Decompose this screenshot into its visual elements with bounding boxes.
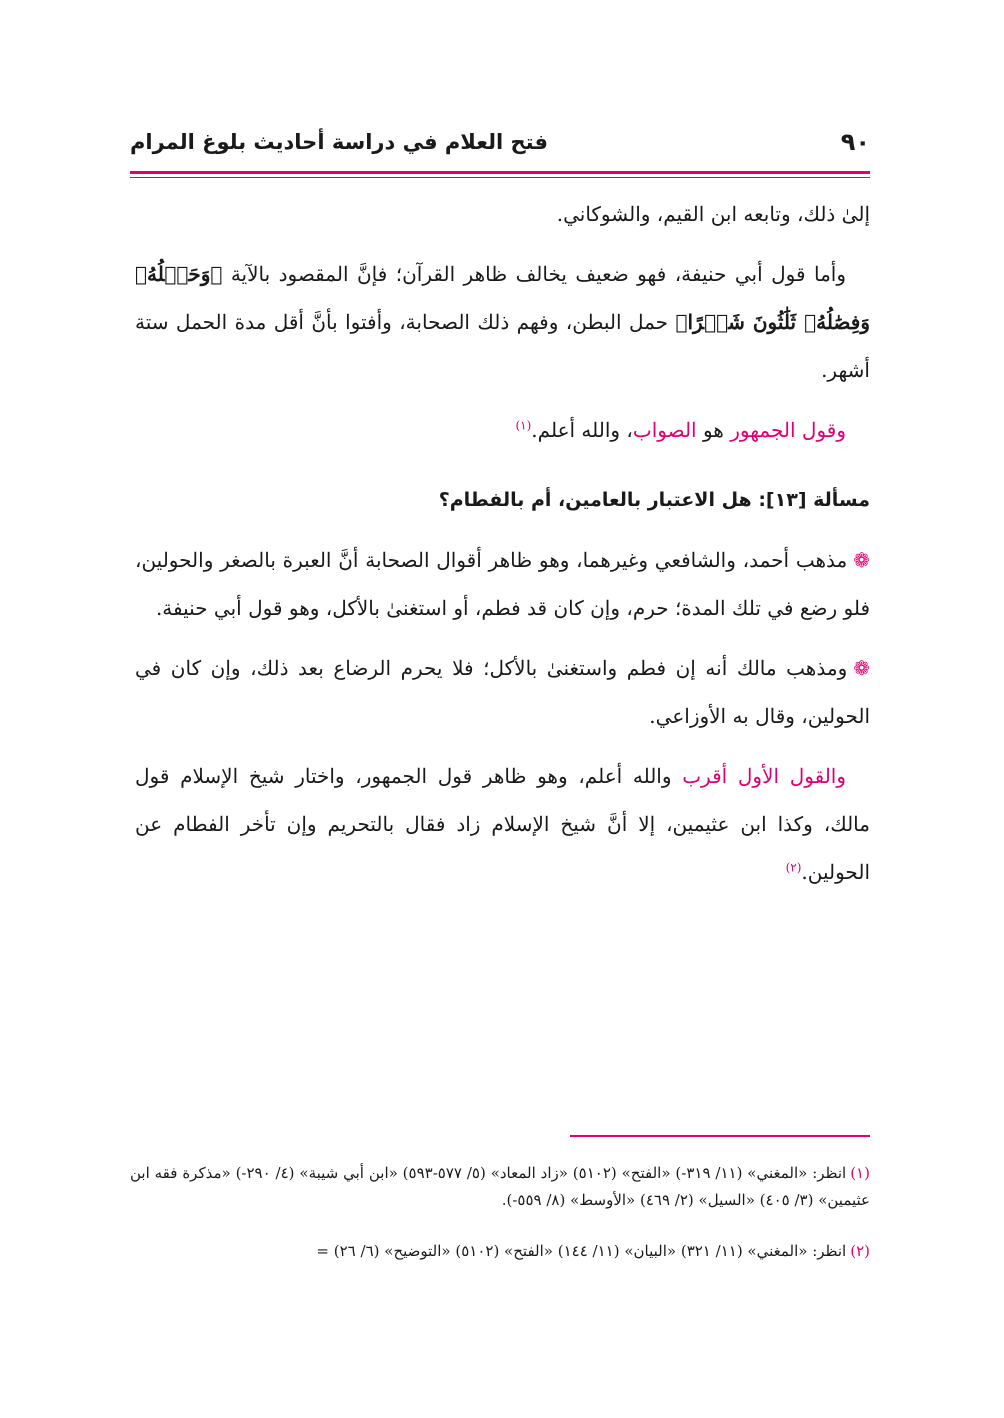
paragraph-1: إلىٰ ذلك، وتابعه ابن القيم، والشوكاني. <box>556 202 870 226</box>
footnote-1 <box>130 1160 870 1214</box>
conclusion-2-text: والله أعلم، وهو ظاهر قول الجمهور، واختار شيخ الإسلام قول مالك، وكذا ابن عثيمين، إلا أنَّ شيخ الإسلام زاد فقال بالتحريم وإن تأخر الفطام عن الحولين. <box>135 764 870 884</box>
flower-bullet-icon: ❁ <box>853 548 870 572</box>
footnote-ref-1[interactable]: (١) <box>515 418 532 433</box>
issue-heading: مسألة [١٣]: هل الاعتبار بالعامين، أم بالفطام؟ <box>438 489 870 511</box>
footnote-separator <box>570 1135 870 1137</box>
footnote-2 <box>130 1238 870 1265</box>
book-title: فتح العلام في دراسة أحاديث بلوغ المرام <box>130 130 548 154</box>
flower-bullet-icon: ❁ <box>853 656 870 680</box>
conclusion-mid: هو <box>702 418 724 442</box>
madhab-ahmad-text: مذهب أحمد، والشافعي وغيرهما، وهو ظاهر أقوال الصحابة أنَّ العبرة بالصغر والحولين، فلو رضع في تلك المدة؛ حرم، وإن كان قد فطم، أو استغنىٰ بالأكل، وهو قول أبي حنيفة. <box>135 548 870 620</box>
quran-verse: ﴿وَحَمۡلُهُۥ وَفِصَٰلُهُۥ ثَلَٰثُونَ شَهۡرًا﴾ <box>135 262 870 334</box>
footnote-2-text: انظر: «المغني» (١١/ ٣٢١) «البيان» (١١/ ١٤٤) «الفتح» (٥١٠٢) «التوضيح» (٦/ ٢٦) = <box>316 1242 847 1260</box>
highlight-majority: وقول الجمهور <box>730 418 846 442</box>
paragraph-2-text: وأما قول أبي حنيفة، فهو ضعيف يخالف ظاهر القرآن؛ فإنَّ المقصود بالآية <box>230 262 846 286</box>
paragraph-madhab-malik <box>135 644 870 740</box>
paragraph-2-continuation: حمل البطن، وفهم ذلك الصحابة، وأفتوا بأنَّ أقل مدة الحمل ستة أشهر. <box>135 310 870 382</box>
footnotes <box>130 1160 870 1265</box>
footnote-ref-2[interactable]: (٢) <box>785 860 802 875</box>
footnote-2-number: (٢) <box>850 1242 870 1260</box>
page-number: ٩٠ <box>840 128 870 156</box>
highlight-first-opinion: والقول الأول أقرب <box>682 764 847 788</box>
main-text <box>135 190 870 896</box>
footnote-1-number: (١) <box>850 1164 870 1182</box>
footnote-1-text: انظر: «المغني» (١١/ ٣١٩-) «الفتح» (٥١٠٢) «زاد المعاد» (٥/ ٥٧٧-٥٩٣) «ابن أبي شيبة» (٤/ ٢٩٠-) «مذكرة فقه ابن عثيمين» (٣/ ٤٠٥) «السيل» (٢/ ٤٦٩) «الأوسط» (٨/ ٥٥٩-). <box>130 1164 870 1209</box>
madhab-malik-text: ومذهب مالك أنه إن فطم واستغنىٰ بالأكل؛ فلا يحرم الرضاع بعد ذلك، وإن كان في الحولين، وقال به الأوزاعي. <box>135 656 870 728</box>
header-rule-thick <box>130 171 870 174</box>
header-rule-thin <box>130 177 870 178</box>
paragraph-2 <box>135 250 870 394</box>
paragraph-madhab-ahmad <box>135 536 870 632</box>
paragraph-conclusion-1 <box>135 406 870 454</box>
paragraph-conclusion-2 <box>135 752 870 896</box>
conclusion-end: ، والله أعلم. <box>531 418 633 442</box>
highlight-correct: الصواب <box>632 418 697 442</box>
page-header <box>130 124 870 164</box>
